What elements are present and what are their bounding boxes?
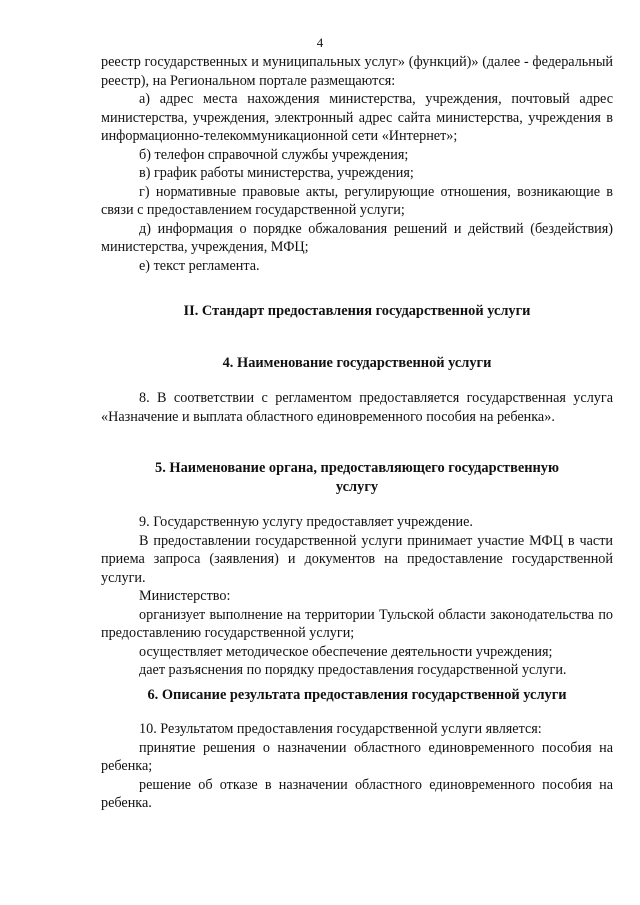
paragraph: организует выполнение на территории Тульской области законодательства по предоставлению государственной услуги;: [101, 606, 613, 641]
paragraph-block: [101, 389, 613, 426]
paragraph: 10. Результатом предоставления государственной услуги является:: [139, 721, 542, 737]
list-item: д) информация о порядке обжалования решений и действий (бездействия) министерства, учреждения, МФЦ;: [101, 220, 613, 255]
section-heading: 4. Наименование государственной услуги: [222, 355, 492, 371]
heading-line: 5. Наименование органа, предоставляющего государственную: [155, 460, 559, 476]
section-heading: II. Стандарт предоставления государственной услуги: [183, 303, 531, 319]
paragraph: реестр государственных и муниципальных услуг» (функций)» (далее - федеральный реестр), на Региональном портале размещаются:: [101, 54, 613, 89]
list-item: в) график работы министерства, учреждения;: [139, 165, 414, 181]
paragraph: осуществляет методическое обеспечение деятельности учреждения;: [139, 643, 553, 660]
paragraph: 8. В соответствии с регламентом предоставляется государственная услуга «Назначение и выплата областного единовременного пособия на ребенка».: [101, 390, 613, 425]
paragraph-block: [101, 720, 613, 813]
paragraph: 9. Государственную услугу предоставляет учреждение.: [139, 514, 473, 530]
list-item: а) адрес места нахождения министерства, учреждения, почтовый адрес министерства, учреждения, электронный адрес сайта министерства, учреждения в информационно-телекоммуникационной сети «Интернет»;: [101, 91, 613, 144]
paragraph-block: [101, 513, 613, 680]
section-heading: [101, 459, 613, 496]
heading-line: услугу: [335, 478, 379, 495]
section-heading: 6. Описание результата предоставления государственной услуги: [147, 687, 567, 703]
paragraph: дает разъяснения по порядку предоставления государственной услуги.: [139, 662, 567, 678]
list-item: г) нормативные правовые акты, регулирующие отношения, возникающие в связи с предоставлением государственной услуги;: [101, 183, 613, 218]
list-item: е) текст регламента.: [139, 257, 260, 274]
page-number: 4: [316, 35, 324, 50]
paragraph: решение об отказе в назначении областного единовременного пособия на ребенка.: [101, 776, 613, 811]
paragraph: В предоставлении государственной услуги принимает участие МФЦ в части приема запроса (заявления) и документов на предоставление государственной услуги.: [101, 532, 613, 586]
intro-block: [101, 53, 613, 275]
paragraph: принятие решения о назначении областного единовременного пособия на ребенка;: [101, 739, 613, 774]
paragraph: Министерство:: [139, 588, 231, 604]
list-item: б) телефон справочной службы учреждения;: [139, 146, 409, 163]
